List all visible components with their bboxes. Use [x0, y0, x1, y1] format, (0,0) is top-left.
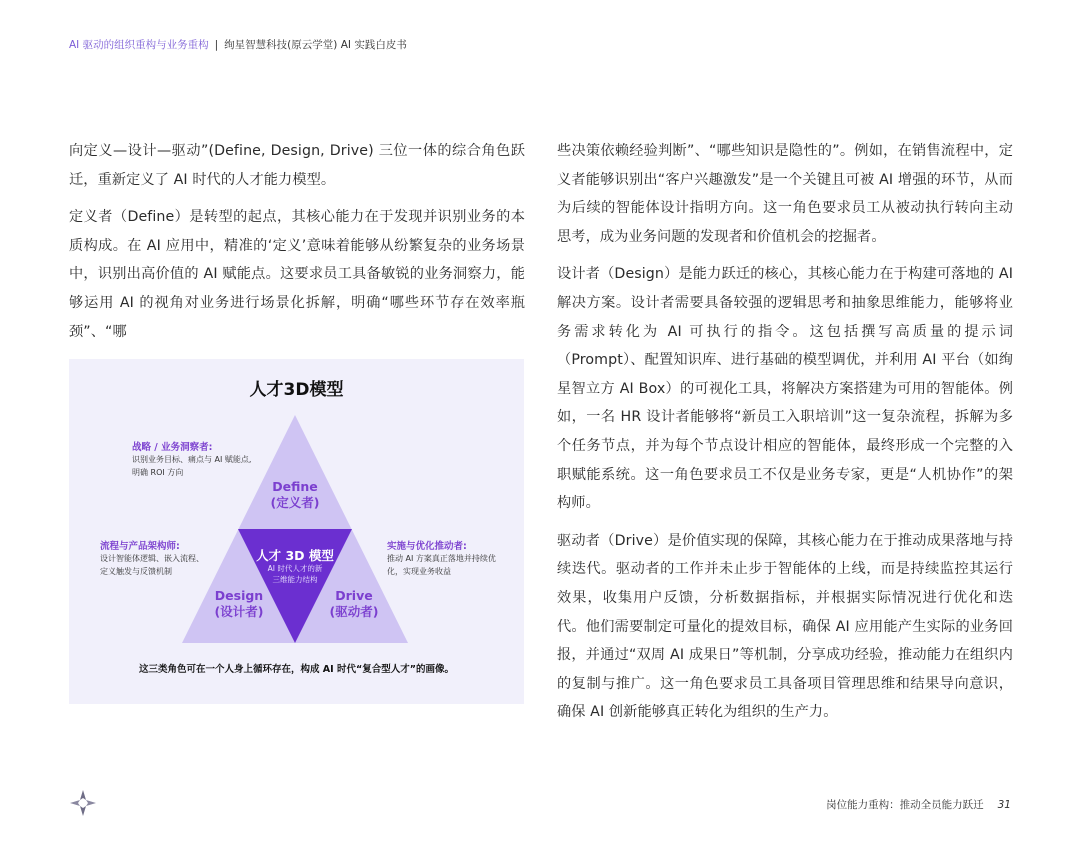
center-subtitle-1: AI 时代人才的新	[267, 564, 323, 573]
drive-label-cn: (驱动者)	[329, 604, 379, 619]
drive-label-en: Drive	[335, 588, 373, 603]
process-role-desc-2: 定义触发与反馈机制	[100, 567, 172, 576]
center-subtitle-2: 三维能力结构	[272, 575, 318, 584]
header-section: AI 驱动的组织重构与业务重构	[69, 39, 209, 51]
brand-logo-icon	[69, 789, 97, 817]
page-number: 31	[997, 799, 1011, 811]
left-column	[69, 137, 525, 355]
define-label-cn: (定义者)	[270, 495, 320, 510]
drive-label	[314, 588, 394, 620]
process-role-title: 流程与产品架构师:	[100, 541, 180, 552]
define-label-en: Define	[272, 479, 318, 494]
left-paragraph-1: 向定义—设计—驱动”(Define, Design, Drive) 三位一体的综合角色跃迁，重新定义了 AI 时代的人才能力模型。	[69, 143, 525, 188]
footer-title: 岗位能力重构：推动全员能力跃迁	[826, 799, 984, 811]
header-book-title: 绚星智慧科技(原云学堂) AI 实践白皮书	[224, 39, 407, 51]
talent-3d-model-figure	[69, 359, 524, 704]
implement-role-title: 实施与优化推动者:	[387, 541, 467, 552]
left-paragraph-2: 定义者（Define）是转型的起点，其核心能力在于发现并识别业务的本质构成。在 AI 应用中，精准的‘定义’意味着能够从纷繁复杂的业务场景中，识别出高价值的 AI 赋能点。这要求员工具备敏锐的业务洞察力，能够运用 AI 的视角对业务进行场景化拆解，明确“哪些环节存在效率瓶颈”、“哪	[69, 209, 525, 340]
page-footer	[826, 797, 1011, 812]
center-title: 人才 3D 模型	[256, 548, 334, 563]
design-label-cn: (设计者)	[214, 604, 264, 619]
implement-role-desc-1: 推动 AI 方案真正落地并持续优	[387, 554, 496, 563]
implement-role-desc-2: 化，实现业务收益	[387, 567, 451, 576]
triangle-diagram	[69, 359, 524, 704]
figure-title: 人才3D模型	[249, 380, 344, 400]
right-paragraph-3: 驱动者（Drive）是价值实现的保障，其核心能力在于推动成果落地与持续迭代。驱动者的工作并未止步于智能体的上线，而是持续监控其运行效果，收集用户反馈，分析数据指标，并根据实际情况进行优化和迭代。他们需要制定可量化的提效目标，确保 AI 应用能产生实际的业务回报，并通过“双周 AI 成果日”等机制，分享成功经验，推动能力在组织内的复制与推广。这一角色要求员工具备项目管理思维和结果导向意识，确保 AI 创新能够真正转化为组织的生产力。	[557, 532, 1013, 721]
right-paragraph-2: 设计者（Design）是能力跃迁的核心，其核心能力在于构建可落地的 AI 解决方案。设计者需要具备较强的逻辑思考和抽象思维能力，能够将业务需求转化为 AI 可执行的指令。这包括撰写高质量的提示词（Prompt）、配置知识库、进行基础的模型调优，并利用 AI 平台（如绚星智立方 AI Box）的可视化工具，将解决方案搭建为可用的智能体。例如，一名 HR 设计者能够将“新员工入职培训”这一复杂流程，拆解为多个任务节点，并为每个节点设计相应的智能体，最终形成一个完整的入职赋能系统。这一角色要求员工不仅是业务专家，更是“人机协作”的架构师。	[557, 266, 1013, 512]
strategy-role-desc-2: 明确 ROI 方向	[132, 468, 184, 477]
process-role-desc-1: 设计智能体逻辑、嵌入流程、	[100, 554, 204, 563]
design-label-en: Design	[214, 588, 264, 603]
design-label	[199, 588, 279, 620]
header-separator: |	[214, 39, 219, 51]
strategy-role-desc-1: 识别业务目标、痛点与 AI 赋能点,	[132, 455, 252, 464]
figure-caption: 这三类角色可在一个人身上循环存在，构成 AI 时代“复合型人才”的画像。	[139, 664, 454, 675]
right-paragraph-1: 些决策依赖经验判断”、“哪些知识是隐性的”。例如，在销售流程中，定义者能够识别出“客户兴趣激发”是一个关键且可被 AI 增强的环节，从而为后续的智能体设计指明方向。这一角色要求员工从被动执行转向主动思考，成为业务问题的发现者和价值机会的挖掘者。	[557, 143, 1013, 245]
running-header	[69, 38, 407, 52]
right-column	[557, 137, 1013, 736]
strategy-role-title: 战略 / 业务洞察者:	[132, 442, 213, 453]
define-label	[255, 479, 335, 511]
